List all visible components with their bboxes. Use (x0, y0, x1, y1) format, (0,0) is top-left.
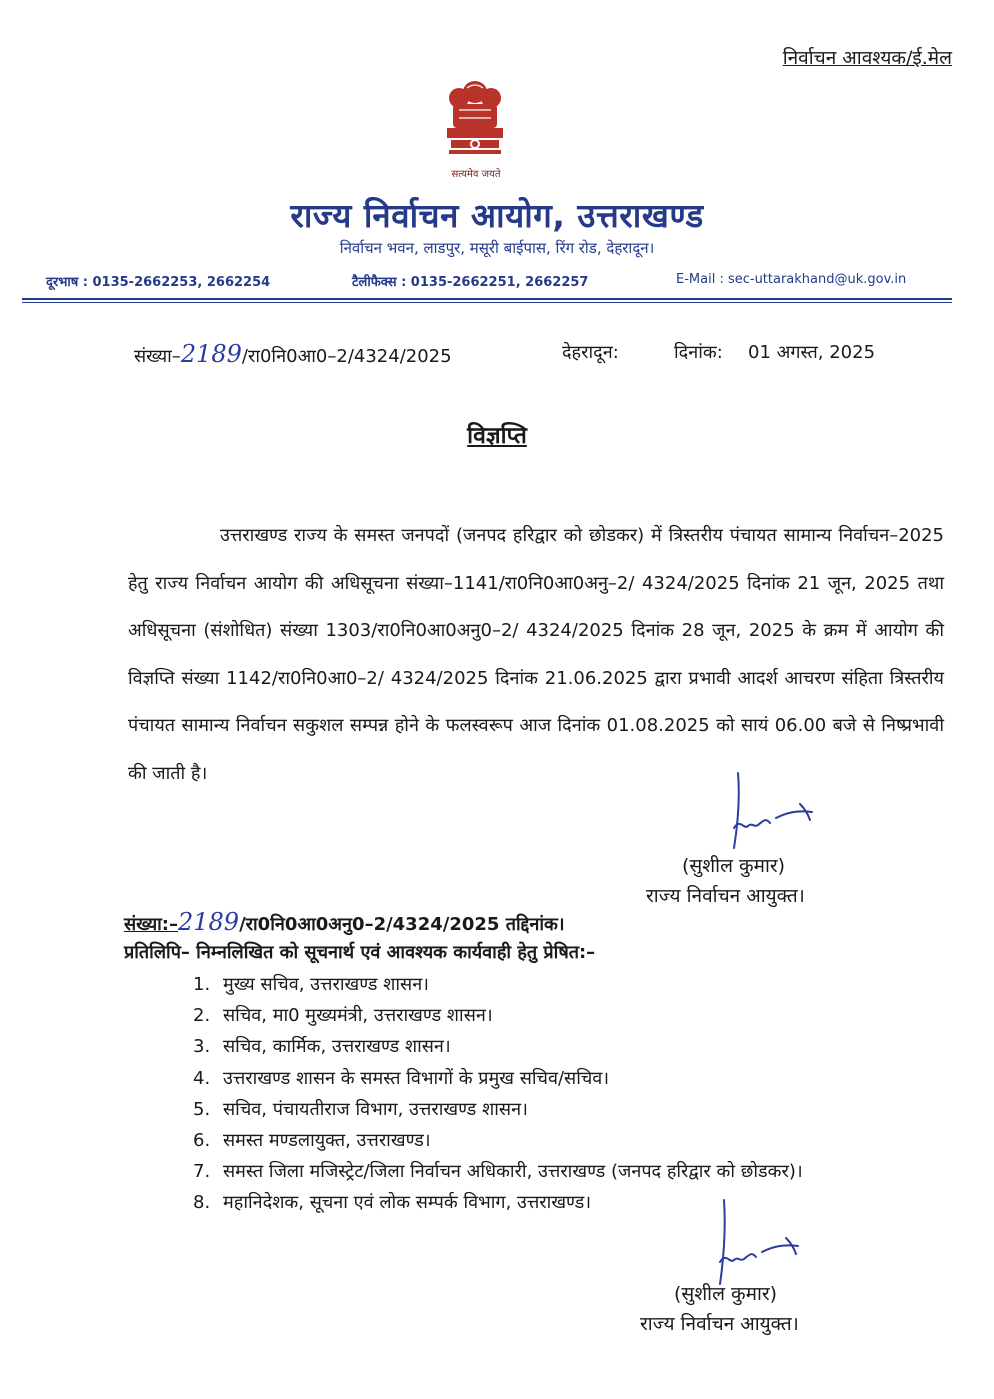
signatory-name: (सुशील कुमार) (674, 1283, 778, 1305)
list-item: 6. समस्त मण्डलायुक्त, उत्तराखण्ड। (193, 1129, 431, 1151)
reference-prefix: संख्या– (134, 346, 181, 367)
copy-reference-prefix: संख्या:– (124, 914, 178, 935)
handwritten-number: 2189 (178, 908, 240, 936)
list-item: 3. सचिव, कार्मिक, उत्तराखण्ड शासन। (193, 1036, 451, 1058)
list-item: 2. सचिव, मा0 मुख्यमंत्री, उत्तराखण्ड शासन। (193, 1005, 493, 1027)
list-item: 8. महानिदेशक, सूचना एवं लोक सम्पर्क विभाग, उत्तराखण्ड। (193, 1192, 592, 1214)
emblem-motto: सत्यमेव जयते (451, 169, 501, 180)
copy-reference-number (124, 908, 565, 936)
reference-code: /रा0नि0आ0–2/4324/2025 (241, 346, 452, 367)
reference-date: 01 अगस्त, 2025 (748, 342, 876, 363)
reference-date-label: दिनांक: (674, 342, 723, 363)
document-subject: विज्ञप्ति (467, 423, 527, 449)
body-line: उत्तराखण्ड राज्य के समस्त जनपदों (जनपद हरिद्वार को छोडकर) में त्रिस्तरीय पंचायत (220, 525, 777, 546)
body-line: जाती है। (152, 762, 208, 784)
body-line: सामान्य निर्वाचन–2025 हेतु राज्य निर्वाचन आयोग की अधिसूचना संख्या–1141/रा0नि0आ0अनु–2/ (128, 525, 944, 594)
letterhead-divider (22, 298, 952, 300)
signatory-name: (सुशील कुमार) (682, 855, 786, 877)
notice-body (128, 512, 944, 797)
signatory-designation: राज्य निर्वाचन आयुक्त। (640, 1313, 799, 1335)
telefax-numbers: टैलीफैक्स : 0135-2662251, 2662257 (352, 275, 589, 290)
national-emblem-icon (437, 76, 513, 180)
handwritten-number: 2189 (180, 340, 242, 368)
list-item: 4. उत्तराखण्ड शासन के समस्त विभागों के प्रमुख सचिव/सचिव। (193, 1067, 610, 1089)
organization-address: निर्वाचन भवन, लाडपुर, मसूरी बाईपास, रिंग रोड, देहरादून। (339, 239, 655, 257)
signatory-designation: राज्य निर्वाचन आयुक्त। (646, 885, 805, 907)
reference-place: देहरादून: (562, 342, 619, 363)
copy-intro: प्रतिलिपि– निम्नलिखित को सूचनार्थ एवं आवश्यक कार्यवाही हेतु प्रेषित:– (124, 942, 596, 963)
priority-tag: निर्वाचन आवश्यक/ई.मेल (782, 47, 952, 69)
list-item: 1. मुख्य सचिव, उत्तराखण्ड शासन। (193, 974, 429, 995)
body-line: 4324/2025 दिनांक 21 जून, 2025 तथा अधिसूचना (संशोधित) संख्या 1303/रा0नि0आ0अनु0–2/ (128, 572, 944, 641)
phone-numbers: दूरभाष : 0135-2662253, 2662254 (46, 275, 271, 290)
letterhead-divider-thin (22, 302, 952, 303)
reference-number (134, 340, 452, 368)
body-line: 4324/2025 दिनांक 28 जून, 2025 के क्रम में आयोग की विज्ञप्ति संख्या 1142/रा0नि0आ0–2/ (128, 620, 944, 689)
email-address: E-Mail : sec-uttarakhand@uk.gov.in (676, 272, 907, 287)
handwritten-signature (726, 768, 826, 858)
list-item: 7. समस्त जिला मजिस्ट्रेट/जिला निर्वाचन अधिकारी, उत्तराखण्ड (जनपद हरिद्वार को छोडकर)। (193, 1161, 803, 1183)
body-line: सकुशल सम्पन्न होने के फलस्वरूप आज दिनांक 01.08.2025 को सायं 06.00 बजे से निष्प्रभावी की (128, 715, 944, 784)
copy-recipients-list (193, 970, 938, 1220)
organization-title: राज्य निर्वाचन आयोग, उत्तराखण्ड (290, 196, 704, 235)
copy-reference-code: /रा0नि0आ0अनु0–2/4324/2025 तद्दिनांक। (239, 914, 565, 935)
body-line: 4324/2025 दिनांक 21.06.2025 द्वारा प्रभावी आदर्श आचरण संहिता त्रिस्तरीय पंचायत सामान्य निर्वाचन (128, 667, 944, 736)
handwritten-signature (708, 1196, 808, 1292)
list-item: 5. सचिव, पंचायतीराज विभाग, उत्तराखण्ड शासन। (193, 1098, 528, 1120)
